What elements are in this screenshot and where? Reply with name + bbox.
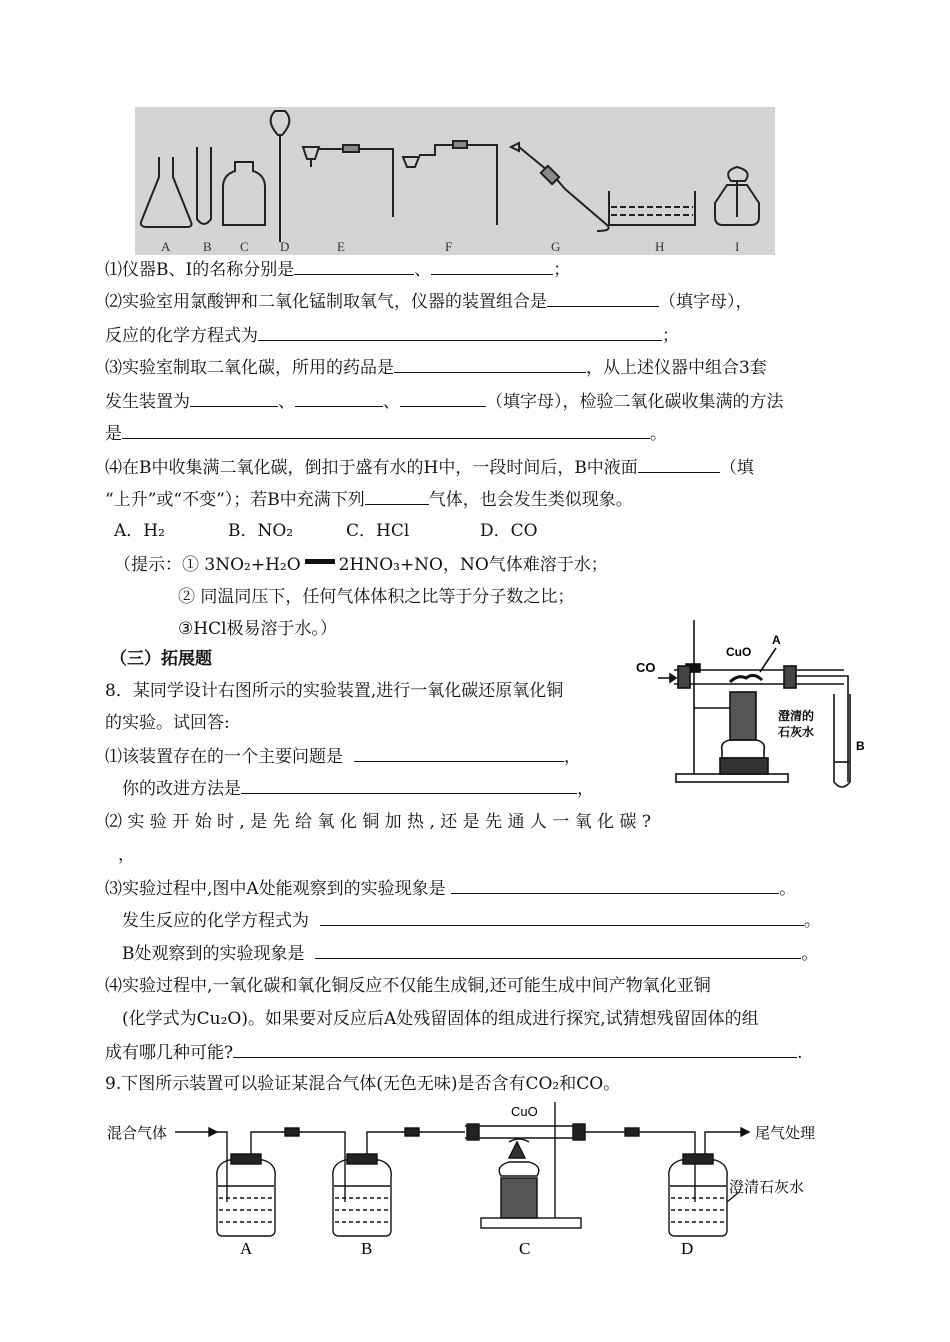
q1-line: ⑴仪器B、I的名称分别是 、 ；	[105, 260, 571, 280]
fig2-a-label: A	[772, 633, 781, 647]
gas-verification-figure	[105, 1098, 845, 1260]
equals-bar-icon	[305, 559, 335, 564]
fig3-label-b: B	[361, 1239, 373, 1258]
apparatus-figure-1	[135, 107, 775, 255]
fig3-label-a: A	[240, 1239, 253, 1258]
fig3-label-c: C	[519, 1239, 531, 1258]
q2-blank-2[interactable]	[258, 325, 662, 341]
q8-part2-comma: ，	[118, 845, 135, 865]
q8-part4-line-3: 成有哪几种可能? .	[105, 1043, 803, 1063]
q2-blank-1[interactable]	[547, 291, 659, 307]
q8-part1-line-1: ⑴该装置存在的一个主要问题是 ，	[105, 747, 581, 767]
fig1-label-g: G	[551, 239, 561, 254]
q4-option-b: B．NO₂	[228, 521, 294, 541]
section-title: （三）拓展题	[110, 649, 212, 669]
q3-blank-3[interactable]	[295, 391, 383, 407]
fig2-co-label: CO	[636, 660, 656, 675]
q8-part2: ⑵ 实 验 开 始 时 , 是 先 给 氧 化 铜 加 热 , 还 是 先 通 人 一 氧 化 碳 ?	[105, 812, 652, 832]
co-reduction-figure	[634, 612, 884, 792]
q3-line-1: ⑶实验室制取二氧化碳，所用的药品是 ，从上述仪器中组合3套	[105, 358, 767, 378]
q4-option-d: D．CO	[480, 521, 538, 541]
fig2-b-label: B	[856, 739, 865, 753]
q8-blank-3[interactable]	[451, 878, 779, 894]
fig1-label-i: I	[735, 239, 740, 254]
q8-intro-2: 的实验。试回答:	[105, 713, 230, 733]
q8-blank-5[interactable]	[315, 943, 801, 959]
fig1-label-c: C	[240, 239, 249, 254]
q2-line-2: 反应的化学方程式为 ；	[105, 326, 679, 346]
q4-line-1: ⑷在B中收集满二氧化碳，倒扣于盛有水的H中，一段时间后，B中液面 （填	[105, 458, 754, 478]
q8-blank-1[interactable]	[354, 746, 564, 762]
fig3-cuo-label: CuO	[511, 1104, 538, 1119]
q8-blank-6[interactable]	[233, 1042, 797, 1058]
q3-blank-1[interactable]	[394, 357, 586, 373]
fig2-cuo-label: CuO	[726, 645, 752, 659]
q1-blank-2[interactable]	[431, 259, 553, 275]
q8-blank-2[interactable]	[241, 778, 577, 794]
fig1-label-b: B	[203, 239, 212, 254]
fig1-label-e: E	[337, 239, 345, 254]
q4-hint-3: ③HCl极易溶于水。）	[178, 619, 338, 639]
q4-hint-1: （提示：① 3NO₂+H₂O 2HNO₃+NO，NO气体难溶于水；	[114, 555, 608, 575]
fig3-exhaust-label: 尾气处理	[755, 1126, 816, 1142]
q8-part3-line-2: 发生反应的化学方程式为 。	[122, 911, 821, 931]
q4-option-a: A．H₂	[114, 521, 165, 541]
q8-part3-line-3: B处观察到的实验现象是 。	[122, 944, 819, 964]
q3-blank-4[interactable]	[400, 391, 486, 407]
fig1-label-a: A	[161, 239, 171, 254]
q1-blank-1[interactable]	[294, 259, 414, 275]
q4-blank-1[interactable]	[638, 457, 720, 473]
q3-blank-5[interactable]	[122, 423, 650, 439]
fig2-lime-label-1: 澄清的	[778, 709, 815, 723]
fig3-label-d: D	[681, 1239, 694, 1258]
q8-part4-line-1: ⑷实验过程中,一氧化碳和氧化铜反应不仅能生成铜,还可能生成中间产物氧化亚铜	[105, 976, 711, 996]
q4-blank-2[interactable]	[365, 489, 429, 505]
q9-intro: 9.下图所示装置可以验证某混合气体(无色无味)是否含有CO₂和CO。	[105, 1074, 621, 1094]
q4-hint-2: ② 同温同压下，任何气体体积之比等于分子数之比；	[178, 587, 575, 607]
q4-option-c: C．HCl	[346, 521, 410, 541]
q2-line-1: ⑵实验室用氯酸钾和二氧化锰制取氧气，仪器的装置组合是 （填字母），	[105, 292, 753, 312]
q3-line-2: 发生装置为 、 、 （填字母），检验二氧化碳收集满的方法	[105, 392, 784, 412]
fig1-label-d: D	[280, 239, 290, 254]
q8-blank-4[interactable]	[320, 910, 804, 926]
q3-blank-2[interactable]	[190, 391, 278, 407]
q8-part4-line-2: (化学式为Cu₂O)。如果要对反应后A处残留固体的组成进行探究,试猜想残留固体的组	[122, 1009, 759, 1029]
q8-part3-line-1: ⑶实验过程中,图中A处能观察到的实验现象是 。	[105, 879, 797, 899]
fig1-label-f: F	[445, 239, 453, 254]
fig2-lime-label-2: 石灰水	[778, 725, 815, 739]
q4-line-2: “上升”或“不变”）；若B中充满下列 气体，也会发生类似现象。	[105, 490, 633, 510]
q8-part1-line-2: 你的改进方法是 ，	[122, 779, 594, 799]
q3-line-3: 是 。	[105, 424, 667, 444]
fig1-label-h: H	[655, 239, 665, 254]
fig3-lime-label: 澄清石灰水	[729, 1180, 805, 1196]
q8-intro-1: 8．某同学设计右图所示的实验装置,进行一氧化碳还原氧化铜	[105, 681, 564, 701]
fig3-mixed-gas-label: 混合气体	[107, 1126, 168, 1142]
